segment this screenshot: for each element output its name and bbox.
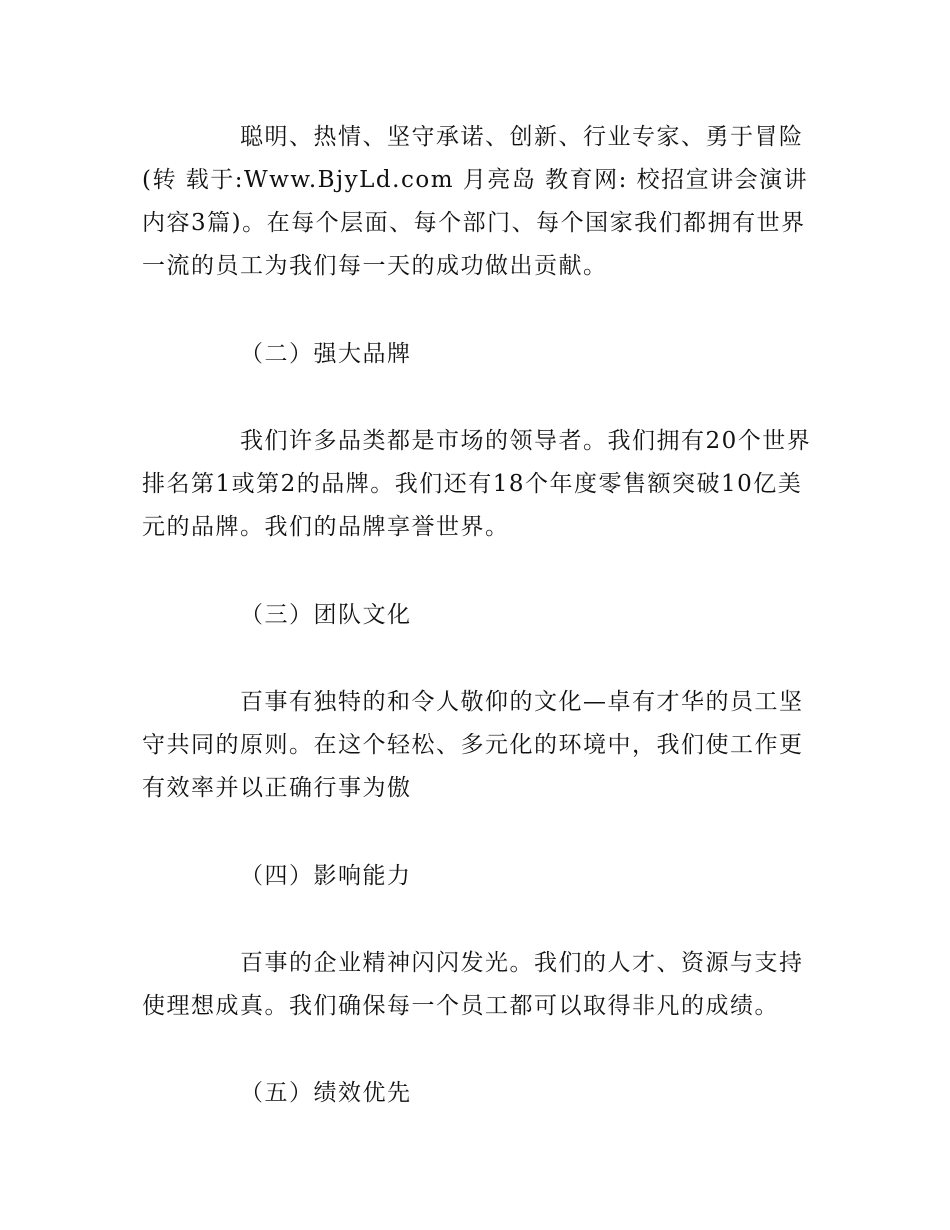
section-heading-brand: （二）强大品牌	[240, 341, 412, 367]
section-heading-performance: （五）绩效优先	[240, 1080, 412, 1106]
paragraph-influence: 百事的企业精神闪闪发光。我们的人才、资源与支持使理想成真。我们确保每一个员工都可以取得非凡的成绩。	[142, 950, 804, 1019]
section-heading-influence: （四）影响能力	[240, 863, 412, 889]
paragraph-brand: 我们许多品类都是市场的领导者。我们拥有20个世界排名第1或第2的品牌。我们还有18个年度零售额突破10亿美元的品牌。我们的品牌享誉世界。	[142, 428, 812, 540]
paragraph-talent: 聪明、热情、坚守承诺、创新、行业专家、勇于冒险(转 载于:Www.BjyLd.com 月亮岛 教育网: 校招宣讲会演讲内容3篇)。在每个层面、每个部门、每个国家我们都拥有世界一流的员工为我们每一天的成功做出贡献。	[142, 124, 809, 279]
paragraph-culture: 百事有独特的和令人敬仰的文化—卓有才华的员工坚守共同的原则。在这个轻松、多元化的环境中，我们使工作更有效率并以正确行事为傲	[142, 689, 804, 801]
section-heading-culture: （三）团队文化	[240, 602, 412, 628]
